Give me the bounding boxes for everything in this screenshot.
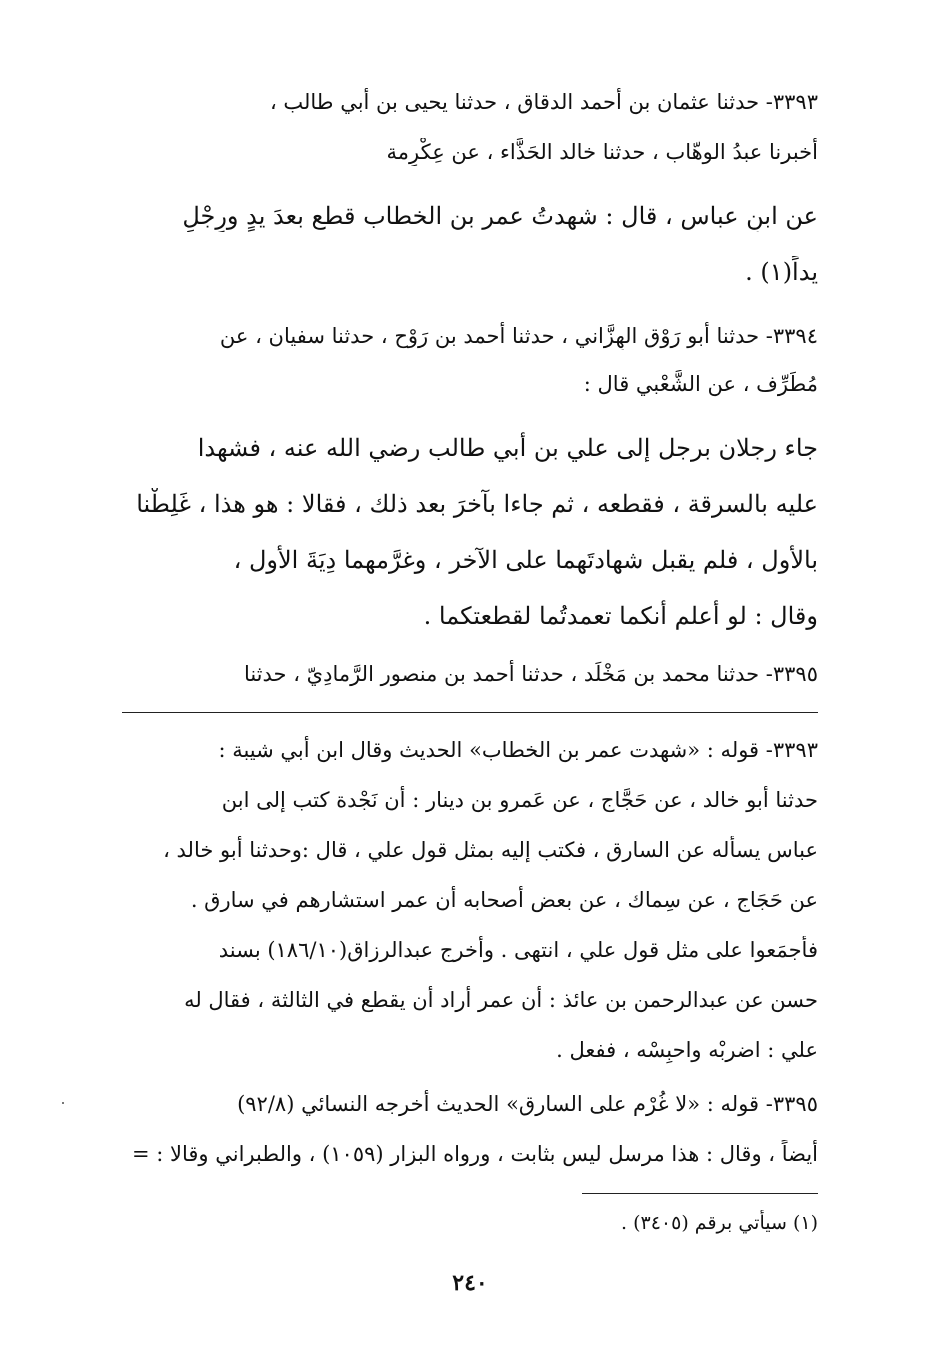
notes-separator [122, 712, 818, 713]
hadith-3395-isnad-line-1: ٣٣٩٥- حدثنا محمد بن مَخْلَد ، حدثنا أحمد بن منصور الرَّمادِيّ ، حدثنا [243, 662, 818, 686]
note-3395-line-2: أيضاً ، وقال : هذا مرسل ليس بثابت ، ورواه البزار (١٠٥٩) ، والطبراني وقالا : = [132, 1142, 818, 1166]
hadith-3394-isnad-line-1: ٣٣٩٤- حدثنا أبو رَوْق الهِزَّاني ، حدثنا أحمد بن رَوْح ، حدثنا سفيان ، عن [219, 324, 818, 348]
hadith-3393-matn-line-2: يداً(١) . [745, 258, 818, 286]
note-3393-line-1: ٣٣٩٣- قوله : «شهدت عمر بن الخطاب» الحديث وقال ابن أبي شيبة : [218, 738, 818, 762]
footnote-1: (١) سيأتي برقم (٣٤٠٥) . [621, 1212, 818, 1234]
scan-speck [62, 1102, 64, 1104]
note-3393-line-7: علي : اضربْه واحبِسْه ، ففعل . [556, 1038, 818, 1062]
footnote-separator [582, 1193, 818, 1194]
hadith-3394-matn-line-3: بالأول ، فلم يقبل شهادتَهما على الآخر ، وغرَّمهما دِيَةَ الأول ، [233, 546, 818, 574]
note-3393-line-4: عن حَجَاج ، عن سِماك ، عن بعض أصحابه أن عمر استشارهم في سارق . [190, 888, 818, 912]
hadith-3394-matn-line-4: وقال : لو أعلم أنكما تعمدتُما لقطعتكما . [423, 602, 818, 630]
hadith-3393-isnad-line-2: أخبرنا عبدُ الوهّاب ، حدثنا خالد الحَذَّاء ، عن عِكْرِمة [386, 140, 818, 164]
hadith-3394-isnad-line-2: مُطَرِّف ، عن الشَّعْبي قال : [583, 372, 818, 396]
note-3393-line-5: فأجمَعوا على مثل قول علي ، انتهى . وأخرج عبدالرزاق(١٨٦/١٠) بسند [218, 938, 818, 962]
page-number: ٢٤٠ [452, 1270, 488, 1296]
note-3395-line-1: ٣٣٩٥- قوله : «لا غُرْم على السارق» الحديث أخرجه النسائي (٩٢/٨) [237, 1092, 818, 1116]
hadith-3394-matn-line-2: عليه بالسرقة ، فقطعه ، ثم جاءا بآخرَ بعد ذلك ، فقالا : هو هذا ، غَلِطْنا [136, 490, 818, 518]
hadith-3393-matn-line-1: عن ابنِ عباس ، قال : شهدتُ عمر بن الخطاب قطع بعدَ يدٍ ورِجْلٍ [182, 202, 818, 230]
note-3393-line-3: عباس يسأله عن السارق ، فكتب إليه بمثل قول علي ، قال :وحدثنا أبو خالد ، [163, 838, 818, 862]
note-3393-line-2: حدثنا أبو خالد ، عن حَجَّاج ، عن عَمرو بن دينار : أن نَجْدة كتب إلى ابن [221, 788, 818, 812]
hadith-3393-isnad-line-1: ٣٣٩٣- حدثنا عثمان بن أحمد الدقاق ، حدثنا يحيى بن أبي طالب ، [269, 90, 818, 114]
note-3393-line-6: حسن عن عبدالرحمن بن عائذ : أن عمر أراد أن يقطع في الثالثة ، فقال له [184, 988, 818, 1012]
hadith-3394-matn-line-1: جاء رجلان برجل إلى علي بن أبي طالب رضي الله عنه ، فشهدا [197, 434, 818, 462]
